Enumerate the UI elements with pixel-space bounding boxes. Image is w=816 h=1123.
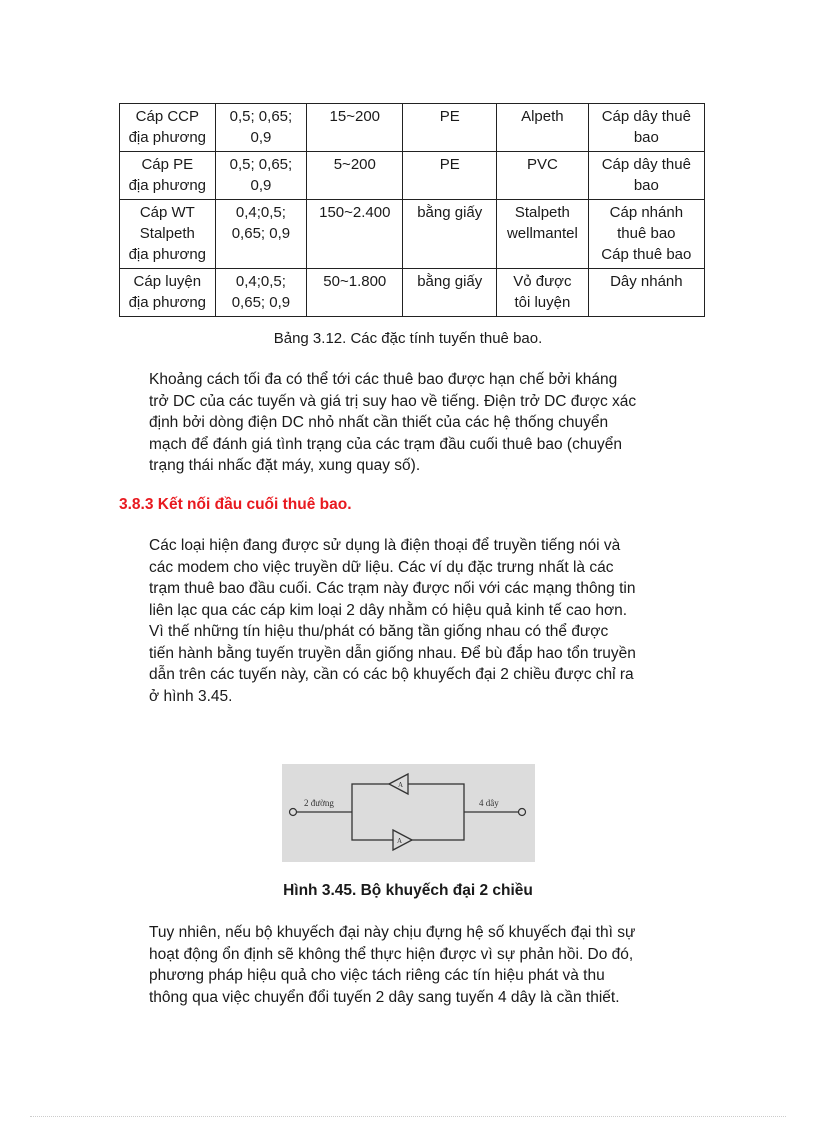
cell-line: bằng giấy [417, 204, 483, 221]
paragraph-line: trạng thái nhấc đặt máy, xung quay số). [149, 457, 421, 474]
table-cell [588, 104, 704, 152]
cell-line: Vỏ được [513, 273, 572, 290]
cell-line: 0,65; 0,9 [231, 294, 291, 311]
figure-label-right: 4 dây [479, 798, 499, 808]
table-cell [403, 152, 497, 200]
table-cell [120, 152, 216, 200]
table-row [120, 269, 705, 317]
paragraph-line: định bởi dòng điện DC nhỏ nhất cần thiết của các hệ thống chuyển [149, 414, 609, 431]
amp-label-top: A [398, 781, 404, 789]
table-cell [307, 269, 403, 317]
table-cell [307, 152, 403, 200]
cell-line: wellmantel [506, 225, 578, 242]
paragraph-line: ở hình 3.45. [149, 687, 233, 705]
table-cell [215, 269, 307, 317]
paragraph-max-distance [149, 369, 697, 477]
table-cell [403, 104, 497, 152]
amp-label-bottom: A [397, 837, 403, 845]
cell-line: Alpeth [521, 108, 564, 125]
table-cell [497, 269, 589, 317]
cell-line: 15~200 [329, 108, 381, 125]
cell-line: 5~200 [333, 156, 376, 173]
table-cell [588, 269, 704, 317]
table-cell [403, 200, 497, 269]
paragraph-terminals [149, 535, 697, 707]
cell-line: 0,65; 0,9 [231, 225, 291, 242]
cell-line: 0,9 [250, 129, 272, 146]
paragraph-line: Khoảng cách tối đa có thể tới các thuê bao được hạn chế bởi kháng [149, 371, 618, 388]
cell-line: Dây nhánh [610, 273, 683, 290]
table-cell [588, 152, 704, 200]
paragraph-line: hoạt động ổn định sẽ không thể thực hiện được vì sự phản hồi. Do đó, [149, 945, 634, 963]
cell-line: địa phương [128, 177, 207, 194]
paragraph-line: Các loại hiện đang được sử dụng là điện thoại để truyền tiếng nói và [149, 537, 621, 554]
cell-line: 50~1.800 [323, 273, 387, 290]
cell-line: 150~2.400 [319, 204, 391, 221]
cell-line: Cáp dây thuê [601, 156, 691, 173]
cell-line: 0,9 [250, 177, 272, 194]
cell-line: 0,5; 0,65; [229, 156, 293, 173]
cell-line: 0,4;0,5; [235, 204, 286, 221]
amplifier-bottom [393, 830, 412, 850]
cell-line: địa phương [128, 246, 207, 263]
table-caption: Bảng 3.12. Các đặc tính tuyến thuê bao. [273, 330, 543, 347]
paragraph-line: Tuy nhiên, nếu bộ khuyếch đại này chịu đựng hệ số khuyếch đại thì sự [149, 924, 636, 941]
paragraph-line: dẫn trên các tuyến này, cần có các bộ khuyếch đại 2 chiều được chỉ ra [149, 666, 634, 683]
paragraph-line: trở DC của các tuyến và giá trị suy hao về tiếng. Điện trở DC được xác [149, 392, 637, 410]
cell-line: địa phương [128, 129, 207, 146]
footer-divider [30, 1116, 786, 1117]
cell-line: tôi luyện [514, 294, 571, 311]
cell-line: Cáp CCP [135, 108, 199, 125]
table-row [120, 200, 705, 269]
cell-line: bằng giấy [417, 273, 483, 290]
paragraph-line: Vì thế những tín hiệu thu/phát có băng tần giống nhau có thể được [149, 623, 609, 640]
subscriber-line-table [119, 103, 705, 317]
paragraph-feedback [149, 922, 697, 1008]
paragraph-line: phương pháp hiệu quả cho việc tách riêng các tín hiệu phát và thu [149, 967, 605, 984]
table-cell [403, 269, 497, 317]
cell-line: Stalpeth [514, 204, 570, 221]
cell-line: Cáp dây thuê [601, 108, 691, 125]
section-heading: 3.8.3 Kết nối đầu cuối thuê bao. [119, 496, 352, 513]
table-cell [307, 104, 403, 152]
paragraph-line: các modem cho việc truyền dữ liệu. Các ví dụ đặc trưng nhất là các [149, 558, 614, 576]
cell-line: PVC [526, 156, 558, 173]
table-cell [215, 152, 307, 200]
cell-line: 0,5; 0,65; [229, 108, 293, 125]
cell-line: Cáp PE [141, 156, 194, 173]
table-cell [120, 200, 216, 269]
table-cell [120, 269, 216, 317]
amplifier-diagram [282, 764, 535, 862]
cell-line: Cáp thuê bao [601, 246, 692, 263]
table-row [120, 104, 705, 152]
cell-line: 0,4;0,5; [235, 273, 286, 290]
cell-line: thuê bao [617, 225, 676, 242]
cell-line: Cáp luyện [133, 273, 202, 290]
paragraph-line: tiến hành bằng tuyến truyền dẫn giống nhau. Để bù đắp hao tổn truyền [149, 644, 636, 662]
table-cell [588, 200, 704, 269]
paragraph-line: thông qua việc chuyển đổi tuyến 2 dây sang tuyến 4 dây là cần thiết. [149, 988, 620, 1006]
table-cell [497, 200, 589, 269]
cell-line: PE [439, 108, 460, 125]
cell-line: địa phương [128, 294, 207, 311]
table-cell [497, 104, 589, 152]
table-cell [215, 104, 307, 152]
cell-line: Cáp WT [139, 204, 195, 221]
table-cell [120, 104, 216, 152]
table-cell [307, 200, 403, 269]
paragraph-line: trạm thuê bao đầu cuối. Các trạm này được nối với các mạng thông tin [149, 580, 636, 597]
bidirectional-amplifier-figure [282, 764, 535, 862]
cell-line: Cáp nhánh [609, 204, 684, 221]
cell-line: bao [633, 129, 659, 146]
figure-label-left: 2 đường [304, 798, 334, 808]
right-terminal [519, 809, 526, 816]
paragraph-line: mạch để đánh giá tình trạng của các trạm đầu cuối thuê bao (chuyển [149, 435, 623, 453]
cell-line: bao [633, 177, 659, 194]
figure-caption: Hình 3.45. Bộ khuyếch đại 2 chiều [283, 882, 533, 899]
table-cell [215, 200, 307, 269]
paragraph-line: liên lạc qua các cáp kim loại 2 dây nhằm có hiệu quả kinh tế cao hơn. [149, 601, 628, 619]
table-row [120, 152, 705, 200]
cell-line: Stalpeth [139, 225, 195, 242]
left-terminal [290, 809, 297, 816]
cell-line: PE [439, 156, 460, 173]
table-cell [497, 152, 589, 200]
